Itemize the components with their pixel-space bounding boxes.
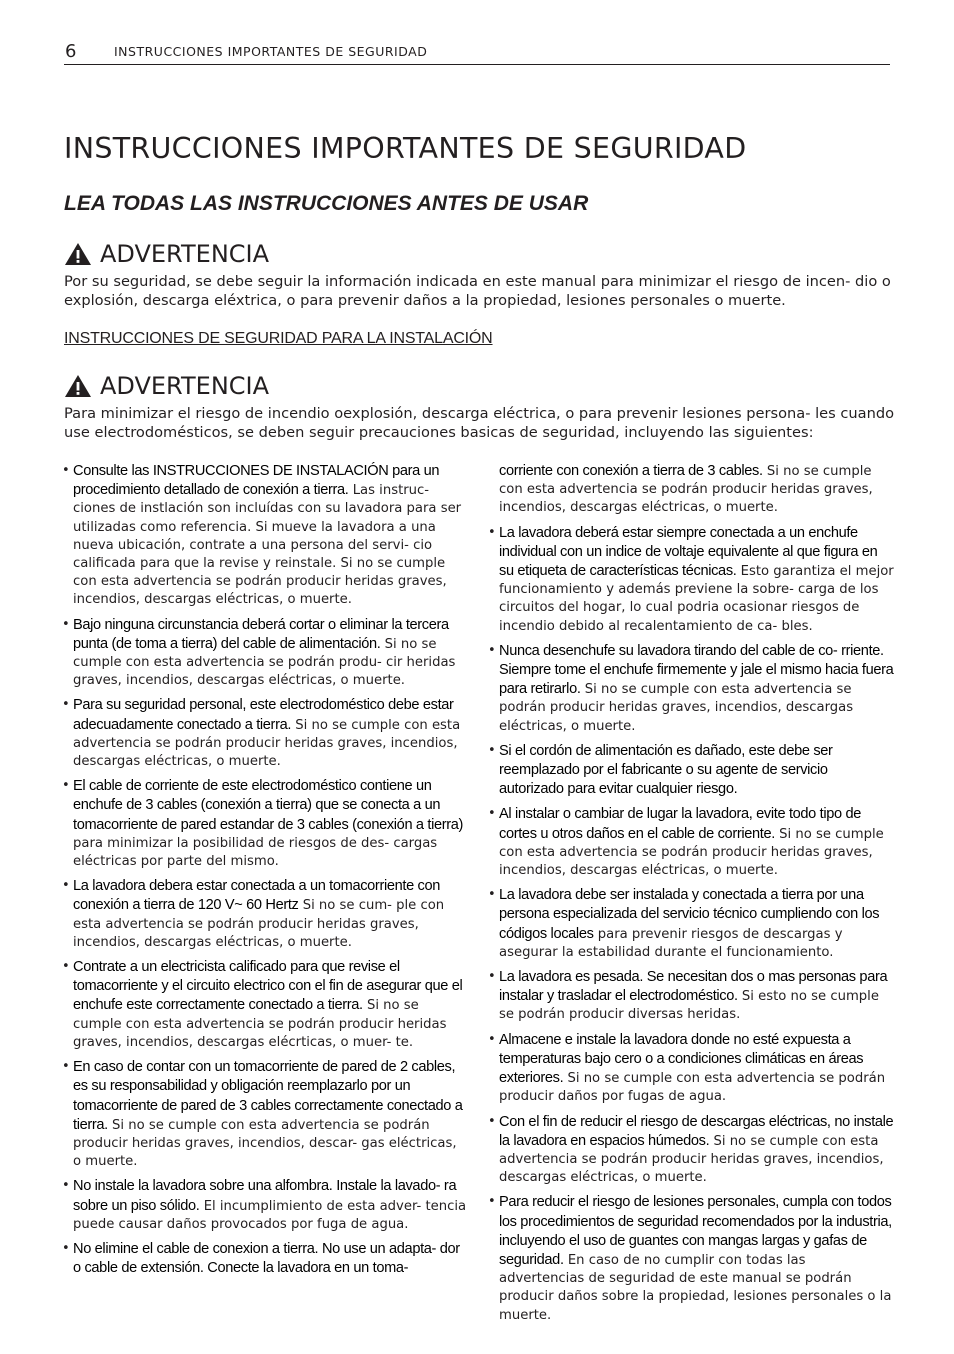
- warning-heading-1: [64, 240, 269, 268]
- warning-heading-2-text: ADVERTENCIA: [100, 372, 270, 400]
- list-item: • Al instalar o cambiar de lugar la lavadora, evite todo tipo de cortes u otros daños en el cable de corriente. Si no se cumple con esta advertencia se podrán producir heridas graves, incendios, descargas eléctricas, o muerte.: [488, 805, 894, 880]
- list-item: • Nunca desenchufe su lavadora tirando del cable de co- rriente. Siempre tome el enchufe firmemente y jale el mismo hacia fuera para retirarlo. Si no se cumple con esta advertencia se podrán producir heridas graves, incendios, descargas eléctricas, o muerte.: [488, 642, 894, 736]
- list-item: • Para su seguridad personal, este electrodoméstico debe estar adecuadamente conectado a tierra. Si no se cumple con esta advertencia se podrán producir heridas graves, incendios, descargas eléctricas, o muerte.: [62, 696, 468, 771]
- list-item: • La lavadora debe ser instalada y conectada a tierra por una persona especializada del servicio técnico cumpliendo con los códigos locales para prevenir riesgos de descargas y asegurar la estabilidad durante el funcionamiento.: [488, 886, 894, 962]
- page-header: [64, 40, 890, 65]
- warning-triangle-icon: [64, 374, 92, 398]
- list-item: • En caso de contar con un tomacorriente de pared de 2 cables, es su responsabilidad y obligación reemplazarlo por un tomacorriente de pared de 3 cables correctamente conectado a tierra. Si no se cumple con esta advertencia se podrán producir heridas graves, incendios, descar- gas eléctricas, o muerte.: [62, 1058, 468, 1171]
- list-item: • Contrate a un electricista calificado para que revise el tomacorriente y el circuito electrico con el fin de asegurar que el enchufe este correctamente conectado a tierra. Si no se cumple con esta advertencia se podrán producir heridas graves, incendios, descargas elécrticas, o muer- te.: [62, 958, 468, 1052]
- section-title: INSTRUCCIONES DE SEGURIDAD PARA LA INSTALACIÓN: [64, 330, 493, 347]
- list-item: • Bajo ninguna circunstancia deberá cortar o eliminar la tercera punta (de toma a tierra) del cable de alimentación. Si no se cumple con esta advertencia se podrán produ- cir heridas graves, incendios, descargas eléctricas, o muerte.: [62, 616, 468, 691]
- list-item: • La lavadora deberá estar siempre conectada a un enchufe individual con un indice de voltaje equivalente al que figura en su etiqueta de características técnicas. Esto garantiza el mejor funcionamiento y además previene la sobre- carga de los circuitos del hogar, lo cual podria ocasionar riesgos de incendio debido al recalentamiento de ca- bles.: [488, 524, 894, 636]
- list-item: corriente con conexión a tierra de 3 cables. Si no se cumple con esta advertencia se podrán producir heridas graves, incendios, descargas eléctricas, o muerte.: [499, 463, 873, 516]
- list-item: • Para reducir el riesgo de lesiones personales, cumpla con todos los procedimientos de seguridad recomendados por la industria, incluyendo el uso de guantes con mangas largas y gafas de seguridad. En caso de no cumplir con todas las advertencias de seguridad de este manual se podrán producir daños sobre la propiedad, lesiones personales o la muerte.: [488, 1193, 894, 1324]
- list-item: • El cable de corriente de este electrodoméstico contiene un enchufe de 3 cables (conexión a tierra) que se conecta a un tomacorriente de pared estandar de 3 cables (conexión a tierra) para minimizar la posibilidad de riesgos de des- cargas eléctricas por parte del mismo.: [62, 777, 468, 871]
- list-item: • Almacene e instale la lavadora donde no esté expuesta a temperaturas bajo cero o a condiciones climáticas en áreas exteriores. Si no se cumple con esta advertencia se podrán producir daños por fugas de agua.: [488, 1031, 894, 1107]
- list-item: • No instale la lavadora sobre una alfombra. Instale la lavado- ra sobre un piso sólido. El incumplimiento de esta adver- tencia puede causar daños provocados por fuga de agua.: [62, 1177, 468, 1234]
- warning-triangle-icon: [64, 242, 92, 266]
- list-item: • La lavadora es pesada. Se necesitan dos o mas personas para instalar y trasladar el electrodoméstico. Si esto no se cumple se podrán producir diversas heridas.: [488, 968, 894, 1025]
- list-item: • No elimine el cable de conexion a tierra. No use un adapta- dor o cable de extensión. Conecte la lavadora en un toma-: [62, 1240, 468, 1278]
- list-item: • Consulte las INSTRUCCIONES DE INSTALACIÓN para un procedimiento detallado de conexión a tierra. Las instruc- ciones de instlación son incluídas con su lavadora para ser utilizadas como referencia. Si mueve la lavadora a una nueva ubicación, contrate a una persona del servi- cio calificada para que la revise y reinstale. Si no se cumple con esta advertencia se podrán producir heridas graves, incendios, descargas eléctricas, o muerte.: [62, 462, 468, 610]
- list-item: • Con el fin de reducir el riesgo de descargas eléctricas, no instale la lavadora en espacios húmedos. Si no se cumple con esta advertencia se podrán producir heridas graves, incendios, descargas eléctricas, o muerte.: [488, 1113, 894, 1188]
- left-column-list: [62, 462, 468, 1284]
- running-title: INSTRUCCIONES IMPORTANTES DE SEGURIDAD: [114, 44, 428, 59]
- list-item: • Si el cordón de alimentación es dañado, este debe ser reemplazado por el fabricante o su agente de servicio autorizado para evitar cualquier riesgo.: [488, 742, 894, 800]
- page-subtitle: LEA TODAS LAS INSTRUCCIONES ANTES DE USAR: [64, 192, 589, 215]
- page-title: INSTRUCCIONES IMPORTANTES DE SEGURIDAD: [64, 132, 747, 165]
- warning-heading-2: [64, 372, 269, 400]
- warning-2-text: Para minimizar el riesgo de incendio oexplosión, descarga eléctrica, o para prevenir lesiones persona- les cuando use electrodomésticos, se deben seguir precauciones basicas de seguridad, incluyendo las siguientes:: [64, 405, 895, 441]
- list-item: • La lavadora debera estar conectada a un tomacorriente con conexión a tierra de 120 V~ 60 Hertz Si no se cum- ple con esta advertencia se podrán producir heridas graves, incendios, descargas eléctricas, o muerte.: [62, 877, 468, 952]
- page-number: 6: [65, 41, 77, 62]
- right-column-list: [488, 462, 894, 1331]
- warning-heading-1-text: ADVERTENCIA: [100, 240, 270, 268]
- warning-1-text: Por su seguridad, se debe seguir la información indicada en este manual para minimizar el riesgo de incen- dio o explosión, descarga eléxtrica, o para prevenir daños a la propiedad, lesiones personales o muerte.: [64, 273, 891, 309]
